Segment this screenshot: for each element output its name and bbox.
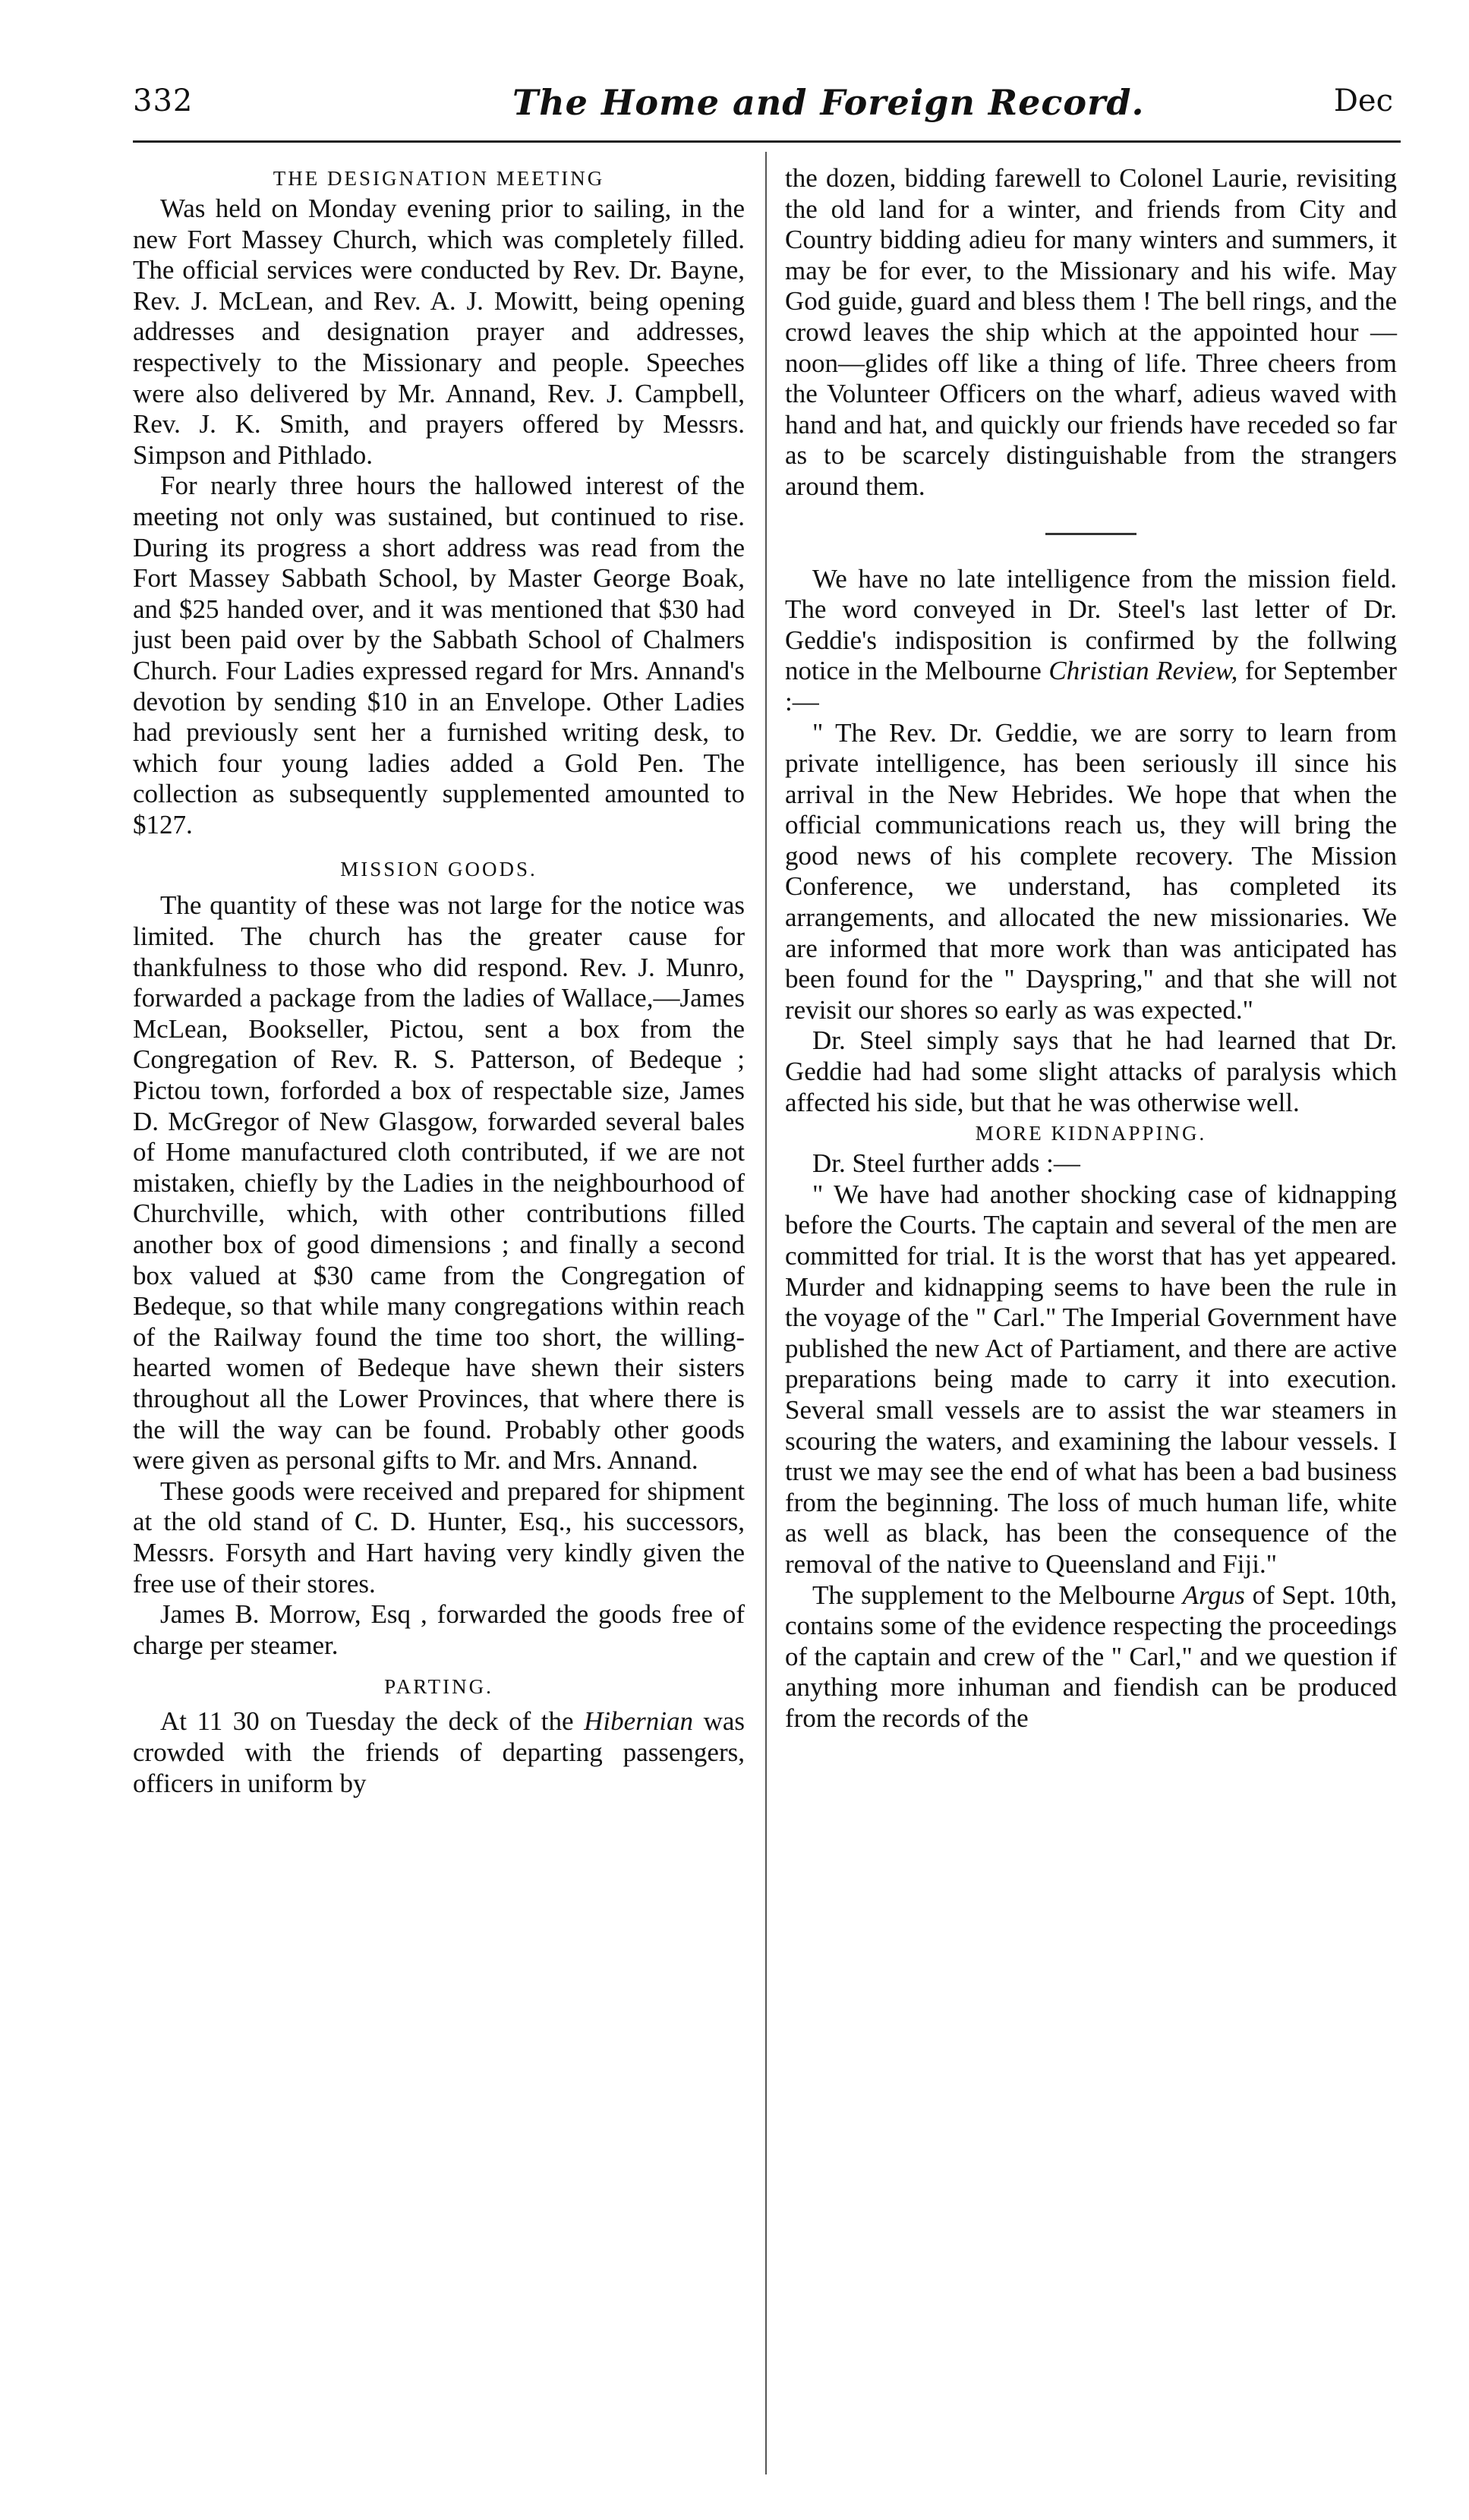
text-run: was crowded with the friends of departing passengers, officers in uniform by <box>133 1706 745 1798</box>
paragraph: The quantity of these was not large for the notice was limited. The church has the greater cause for thankfulness to those who did respond. Rev. J. Munro, forwarded a package from the ladies of Wallace,—James McLean, Bookseller, Pictou, sent a box from the Congregation of Rev. R. S. Patterson, of Bedeque ; Pictou town, forforded a box of respectable size, James D. McGregor of New Glasgow, forwarded several bales of Home manufactured cloth contributed, if we are not mistaken, chiefly by the Ladies in the neighbourhood of Churchville, which, with other contributions filled another box of good dimensions ; and finally a second box valued at $30 came from the Congregation of Bedeque, so that while many congregations within reach of the Railway found the time too short, the willing-hearted women of Bedeque have shewn their sisters throughout all the Lower Provinces, that where there is the will the way can be found. Probably other goods were given as personal gifts to Mr. and Mrs. Annand. <box>133 890 745 1476</box>
header-rule <box>133 140 1401 143</box>
ship-name: Hibernian <box>584 1706 694 1737</box>
quotation: " The Rev. Dr. Geddie, we are sorry to learn from private intelligence, has been seriously ill since his arrival in the New Hebrides. We hope that when the official communications reach us, they will bring the good news of his complete recovery. The Mission Conference, we understand, has completed its arrangements, and allocated the new missionaries. We are informed that more work than was anticipated has been found for the " Dayspring," and that she will not revisit our shores so early as was expected." <box>785 717 1397 1025</box>
paragraph: Was held on Monday evening prior to sailing, in the new Fort Massey Church, which was completely filled. The official services were conducted by Rev. Dr. Bayne, Rev. J. McLean, and Rev. A. J. Mowitt, being opening addresses and designation prayer and addresses, respectively to the Missionary and people. Speeches were also delivered by Mr. Annand, Rev. J. Campbell, Rev. J. K. Smith, and prayers offered by Messrs. Simpson and Pithlado. <box>133 194 745 470</box>
quotation: " We have had another shocking case of kidnapping before the Courts. The captain and several of the men are committed for trial. It is the worst that has yet appeared. Murder and kidnapping seems to have been the rule in the voyage of the " Carl." The Imperial Government have published the new Act of Partiament, and there are active preparations being made to carry it into execution. Several small vessels are to assist the war steamers in scouring the waters, and examining the labour vessels. I trust we may see the end of what has been a bad business from the beginning. The loss of much human life, white as well as black, has been the consequence of the removal of the native to Queensland and Fiji." <box>785 1179 1397 1579</box>
paragraph: For nearly three hours the hallowed interest of the meeting not only was sustained, but continued to rise. During its progress a short address was read from the Fort Massey Sabbath School, by Master George Boak, and $25 handed over, and it was mentioned that $30 had just been paid over by the Sabbath School of Chalmers Church. Four Ladies expressed regard for Mrs. Annand's devotion by sending $10 in an Envelope. Other Ladies had previously sent her a furnished writing desk, to which four young ladies added a Gold Pen. The collection as subsequently supplemented amounted to $127. <box>133 471 745 839</box>
paragraph: These goods were received and prepared for shipment at the old stand of C. D. Hunter, Esq., his successors, Messrs. Forsyth and Hart having very kindly given the free use of their stores. <box>133 1476 745 1599</box>
paragraph: Dr. Steel simply says that he had learned that Dr. Geddie had had some slight attacks of paralysis which affected his side, but that he was otherwise well. <box>785 1025 1397 1117</box>
heading-mission-goods: MISSION GOODS. <box>340 858 537 881</box>
paragraph: Dr. Steel further adds :— <box>812 1148 1080 1179</box>
running-header <box>133 83 1401 144</box>
text-run: for September :— <box>785 656 1397 717</box>
section-separator <box>1045 533 1136 535</box>
heading-more-kidnapping: MORE KIDNAPPING. <box>975 1122 1207 1145</box>
header-month: Dec <box>1333 83 1393 118</box>
paragraph: the dozen, bidding farewell to Colonel Laurie, revisiting the old land for a winter, and friends from City and Country bidding adieu for many winters and summers, it may be for ever, to the Missionary and his wife. May God guide, guard and bless them ! The bell rings, and the crowd leaves the ship which at the appointed hour —noon—glides off like a thing of life. Three cheers from the Volunteer Officers on the wharf, adieus waved with hand and hat, and quickly our friends have receded so far as to be scarcely distinguishable from the strangers around them. <box>785 163 1397 501</box>
heading-parting: PARTING. <box>384 1675 493 1699</box>
text-run: At 11 30 on Tuesday the deck of the <box>160 1706 585 1737</box>
publication-name: Christian Review, <box>1048 656 1238 686</box>
heading-designation-meeting: THE DESIGNATION MEETING <box>273 167 605 190</box>
running-title: The Home and Foreign Record. <box>512 82 1145 123</box>
paragraph <box>785 564 1397 718</box>
paragraph: James B. Morrow, Esq , forwarded the goods free of charge per steamer. <box>133 1599 745 1660</box>
text-run: of Sept. 10th, contains some of the evidence respecting the proceedings of the captain and crew of the " Carl," and we question if anything more inhuman and fiendish can be produced from the records of the <box>785 1580 1397 1733</box>
left-column <box>133 163 745 1799</box>
text-run: The supplement to the Melbourne <box>812 1580 1183 1610</box>
column-divider <box>765 152 767 2474</box>
paragraph <box>785 1580 1397 1734</box>
page-number: 332 <box>133 83 194 118</box>
right-column <box>785 163 1397 1734</box>
text-run: We have no late intelligence from the mission field. The word conveyed in Dr. Steel's last letter of Dr. Geddie's indisposition is confirmed by the follwing notice in the Melbourne <box>785 563 1397 686</box>
publication-name: Argus <box>1182 1580 1245 1610</box>
paragraph <box>133 1706 745 1799</box>
